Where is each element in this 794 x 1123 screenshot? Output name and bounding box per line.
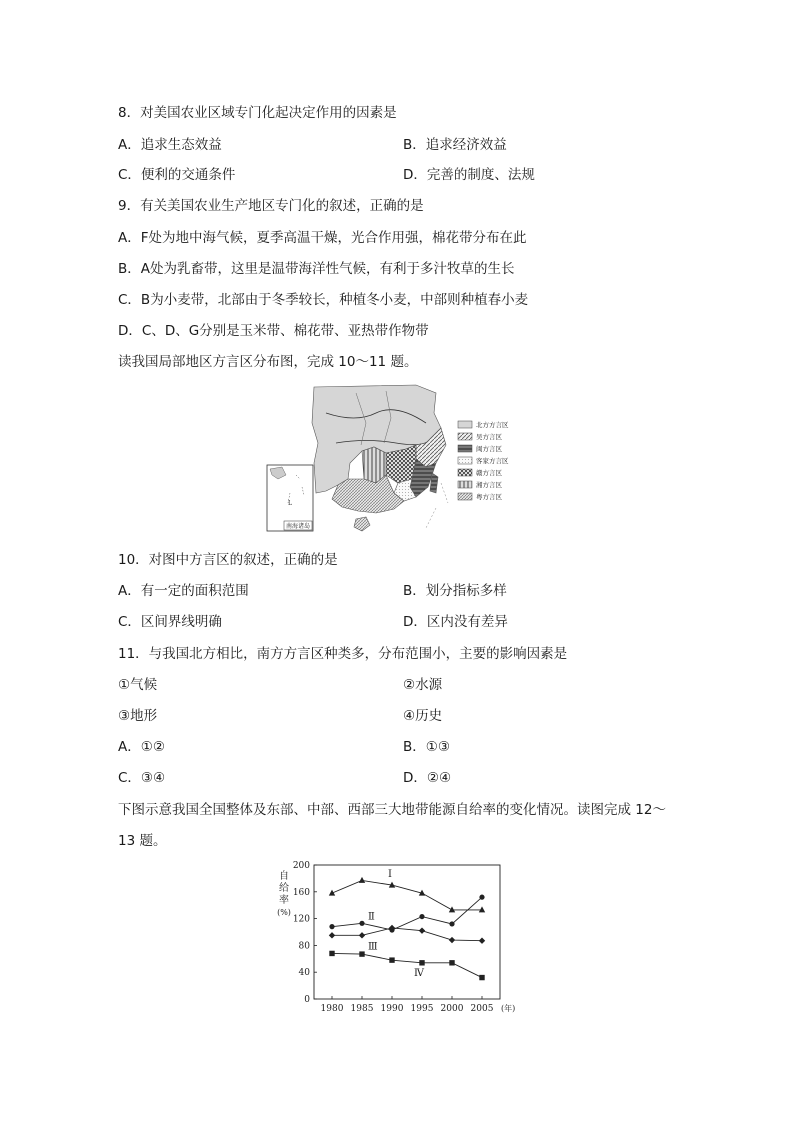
q11-option-c: C．③④ [118, 770, 166, 786]
q11-factor-2: ②水源 [403, 677, 443, 693]
q8-option-b: B．追求经济效益 [403, 137, 507, 153]
q11-factor-1: ①气候 [118, 677, 158, 693]
inset-label: 南海诸岛 [286, 523, 311, 530]
legend-northern: 北方方言区 [476, 421, 509, 429]
series-label: Ⅰ [388, 869, 392, 881]
data-point-triangle [359, 877, 365, 883]
q11-option-a: A．①② [118, 739, 165, 755]
x-tick-label: 1995 [410, 1004, 434, 1014]
y-tick-label: 0 [304, 995, 310, 1005]
q10-stem: 10．对图中方言区的叙述，正确的是 [118, 552, 338, 568]
data-point-triangle [479, 906, 485, 912]
data-point-circle [449, 921, 454, 926]
intro-10-11: 读我国局部地区方言区分布图，完成 10～11 题。 [118, 354, 418, 370]
q10-option-b: B．划分指标多样 [403, 583, 507, 599]
q8-option-a: A．追求生态效益 [118, 137, 222, 153]
y-tick-label: 120 [292, 914, 310, 925]
y-axis-label-char: 给 [279, 883, 289, 894]
data-point-square [449, 960, 454, 965]
legend-xiang: 湘方言区 [476, 481, 502, 489]
q9-option-d: D．C、D、G分别是玉米带、棉花带、亚热带作物带 [118, 323, 429, 339]
data-point-square [419, 960, 424, 965]
data-point-diamond [419, 927, 425, 933]
series-line [332, 953, 482, 977]
q8-stem: 8．对美国农业区域专门化起决定作用的因素是 [118, 105, 397, 121]
data-point-square [359, 951, 364, 956]
q9-stem: 9．有关美国农业生产地区专门化的叙述，正确的是 [118, 198, 424, 214]
legend-hakka: 客家方言区 [476, 457, 509, 465]
q10-option-c: C．区间界线明确 [118, 614, 222, 630]
data-point-triangle [449, 906, 455, 912]
dialect-map-figure [266, 383, 536, 535]
series-line [332, 897, 482, 930]
y-tick-label: 200 [292, 861, 310, 871]
legend-gan: 赣方言区 [476, 469, 502, 477]
data-point-square [329, 951, 334, 956]
map-legend [458, 420, 509, 501]
x-tick-label: 1985 [350, 1004, 374, 1014]
q11-stem: 11．与我国北方相比，南方方言区种类多，分布范围小，主要的影响因素是 [118, 646, 568, 662]
q8-option-c: C．便利的交通条件 [118, 167, 236, 183]
data-point-diamond [329, 932, 335, 938]
x-tick-label: 1980 [320, 1004, 344, 1014]
inset-letter: L [288, 500, 292, 507]
q9-option-c: C．B为小麦带，北部由于冬季较长，种植冬小麦，中部则种植春小麦 [118, 292, 529, 308]
data-point-circle [329, 924, 334, 929]
x-tick-label: 2005 [470, 1004, 494, 1014]
energy-self-sufficiency-chart [262, 857, 534, 1019]
q10-option-d: D．区内没有差异 [403, 614, 508, 630]
y-tick-label: 40 [298, 968, 310, 979]
data-point-circle [359, 921, 364, 926]
data-point-square [389, 957, 394, 962]
y-axis-label-char: 自 [279, 871, 289, 882]
y-tick-label: 80 [298, 941, 310, 952]
hainan-island [354, 517, 370, 531]
q11-factor-3: ③地形 [118, 708, 158, 724]
data-point-circle [419, 914, 424, 919]
x-tick-label: 2000 [440, 1004, 464, 1014]
q11-option-d: D．②④ [403, 770, 452, 786]
series-label: Ⅳ [414, 967, 424, 979]
q8-option-d: D．完善的制度、法规 [403, 167, 535, 183]
q9-option-a: A．F处为地中海气候，夏季高温干燥，光合作用强，棉花带分布在此 [118, 230, 527, 246]
x-tick-label: 1990 [380, 1004, 404, 1014]
data-point-square [479, 975, 484, 980]
intro-12-13-line2: 13 题。 [118, 833, 167, 849]
intro-12-13-line1: 下图示意我国全国整体及东部、中部、西部三大地带能源自给率的变化情况。读图完成 12～ [118, 802, 666, 818]
series-line [332, 880, 482, 909]
y-axis-label-char: (%) [277, 908, 291, 917]
series-label: Ⅱ [368, 911, 375, 923]
chart-axes [277, 861, 515, 1014]
plot-frame [314, 865, 500, 999]
y-tick-label: 160 [292, 887, 310, 898]
q10-option-a: A．有一定的面积范围 [118, 583, 249, 599]
series-line [332, 928, 482, 941]
chart-series [329, 869, 485, 980]
legend-yue: 粤方言区 [476, 493, 502, 501]
legend-min: 闽方言区 [476, 445, 502, 453]
x-unit-label: (年) [501, 1004, 516, 1013]
series-label: Ⅲ [368, 941, 378, 953]
data-point-diamond [449, 937, 455, 943]
data-point-circle [479, 895, 484, 900]
q9-option-b: B．A处为乳畜带，这里是温带海洋性气候，有利于多汁牧草的生长 [118, 261, 515, 277]
q11-option-b: B．①③ [403, 739, 450, 755]
data-point-diamond [359, 932, 365, 938]
q11-factor-4: ④历史 [403, 708, 443, 724]
legend-wu: 吴方言区 [476, 433, 502, 441]
data-point-diamond [479, 938, 485, 944]
y-axis-label-char: 率 [279, 895, 289, 906]
